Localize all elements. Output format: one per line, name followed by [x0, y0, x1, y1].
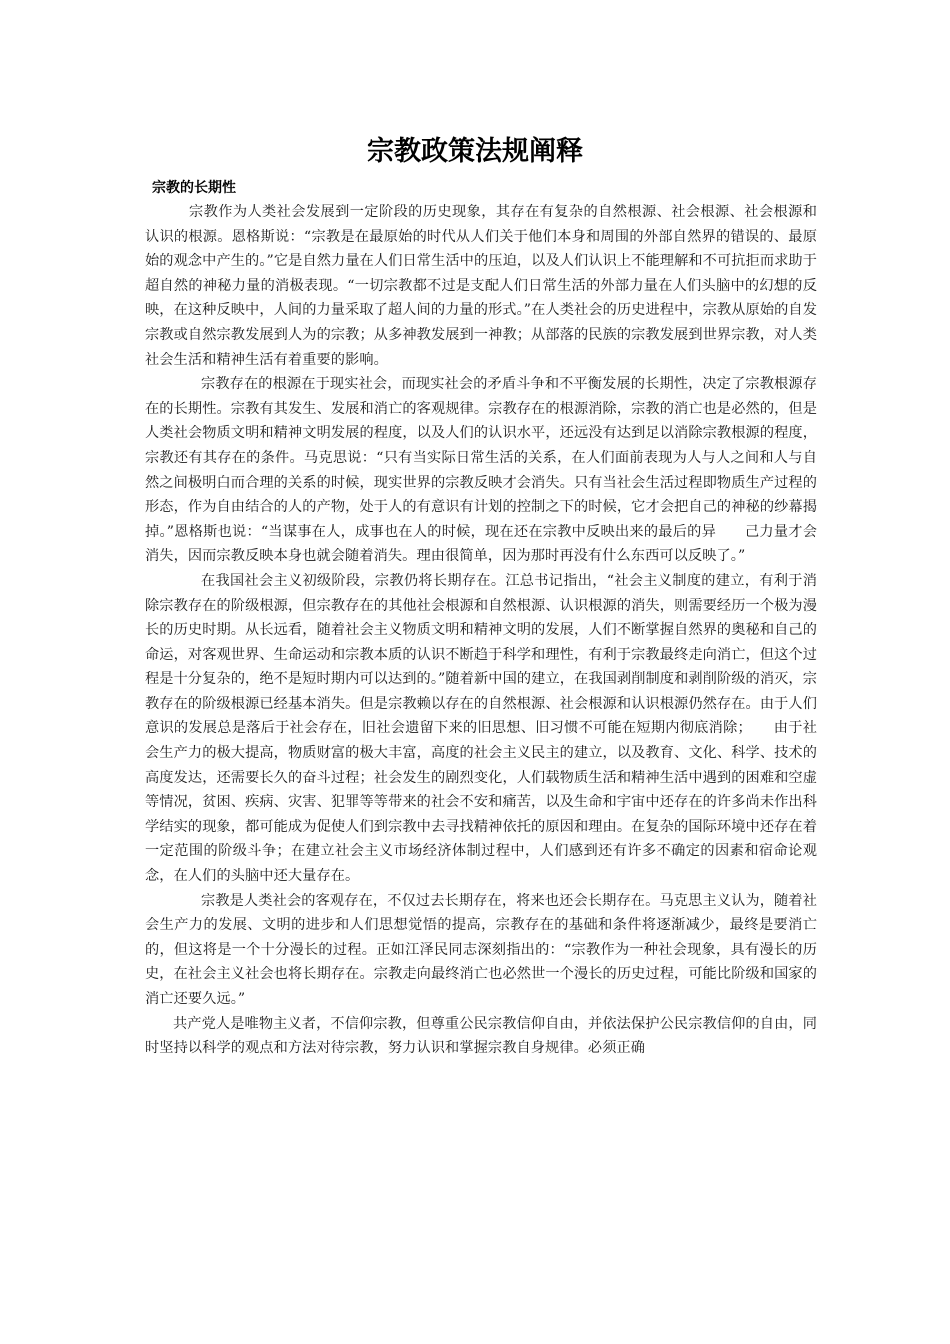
paragraph-3: 在我国社会主义初级阶段，宗教仍将长期存在。江总书记指出，“社会主义制度的建立，有利于消除宗教存在的阶级根源，但宗教存在的其他社会根源和自然根源、认识根源的消失，则需要经历一个极为漫长的历史时期。从长远看，随着社会主义物质文明和精神文明的发展，人们不断掌握自然界的奥秘和自己的命运，对客观世界、生命运动和宗教本质的认识不断趋于科学和理性，有利于宗教最终走向消亡，但这个过程是十分复杂的，绝不是短时期内可以达到的。”随着新中国的建立，在我国剥削制度和剥削阶级的消灭，宗教存在的阶级根源已经基本消失。但是宗教赖以存在的自然根源、社会根源和认识根源仍然存在。由于人们意识的发展总是落后于社会存在，旧社会遗留下来的旧思想、旧习惯不可能在短期内彻底消除； 由于社会生产力的极大提高，物质财富的极大丰富，高度的社会主义民主的建立，以及教育、文化、科学、技术的高度发达，还需要长久的奋斗过程；社会发生的剧烈变化，人们载物质生活和精神生活中遇到的困难和空虚等情况，贫困、疾病、灾害、犯罪等等带来的社会不安和痛苦，以及生命和宇宙中还存在的许多尚未作出科学结实的现象，都可能成为促使人们到宗教中去寻找精神依托的原因和理由。在复杂的国际环境中还存在着一定范围的阶级斗争；在建立社会主义市场经济体制过程中，人们感到还有许多不确定的因素和宿命论观念，在人们的头脑中还大量存在。	[145, 572, 817, 885]
paragraph-4: 宗教是人类社会的客观存在，不仅过去长期存在，将来也还会长期存在。马克思主义认为，随着社会生产力的发展、文明的进步和人们思想觉悟的提高，宗教存在的基础和条件将逐渐减少，最终是要消亡的，但这将是一个十分漫长的过程。正如江泽民同志深刻指出的：“宗教作为一种社会现象，具有漫长的历史，在社会主义社会也将长期存在。宗教走向最终消亡也必然世一个漫长的历史过程，可能比阶级和国家的消亡还要久远。”	[145, 892, 817, 1007]
section-heading: 宗教的长期性	[152, 180, 236, 196]
paragraph-1: 宗教作为人类社会发展到一定阶段的历史现象，其存在有复杂的自然根源、社会根源、社会根源和认识的根源。恩格斯说：“宗教是在最原始的时代从人们关于他们本身和周围的外部自然界的错误的、最原始的观念中产生的。”它是自然力量在人们日常生活中的压迫，以及人们认识上不能理解和不可抗拒而求助于超自然的神秘力量的消极表现。“一切宗教都不过是支配人们日常生活的外部力量在人们头脑中的幻想的反映，在这种反映中，人间的力量采取了超人间的力量的形式。”在人类社会的历史进程中，宗教从原始的自发宗教或自然宗教发展到人为的宗教；从多神教发展到一神教；从部落的民族的宗教发展到世界宗教，对人类社会生活和精神生活有着重要的影响。	[145, 204, 817, 368]
document-body	[145, 200, 817, 1061]
document-title: 宗教政策法规阐释	[367, 136, 583, 167]
paragraph-2: 宗教存在的根源在于现实社会，而现实社会的矛盾斗争和不平衡发展的长期性，决定了宗教根源存在的长期性。宗教有其发生、发展和消亡的客观规律。宗教存在的根源消除，宗教的消亡也是必然的，但是人类社会物质文明和精神文明发展的程度，以及人们的认识水平，还远没有达到足以消除宗教根源的程度，宗教还有其存在的条件。马克思说：“只有当实际日常生活的关系，在人们面前表现为人与人之间和人与自然之间极明白而合理的关系的时候，现实世界的宗教反映才会消失。只有当社会生活过程即物质生产过程的形态，作为自由结合的人的产物，处于人的有意识有计划的控制之下的时候，它才会把自己的神秘的纱幕揭掉。”恩格斯也说：“当谋事在人，成事也在人的时候，现在还在宗教中反映出来的最后的异 己力量才会消失，因而宗教反映本身也就会随着消失。理由很简单，因为那时再没有什么东西可以反映了。”	[145, 376, 817, 565]
paragraph-5: 共产党人是唯物主义者，不信仰宗教，但尊重公民宗教信仰自由，并依法保护公民宗教信仰的自由，同时坚持以科学的观点和方法对待宗教，努力认识和掌握宗教自身规律。必须正确	[145, 1015, 817, 1057]
